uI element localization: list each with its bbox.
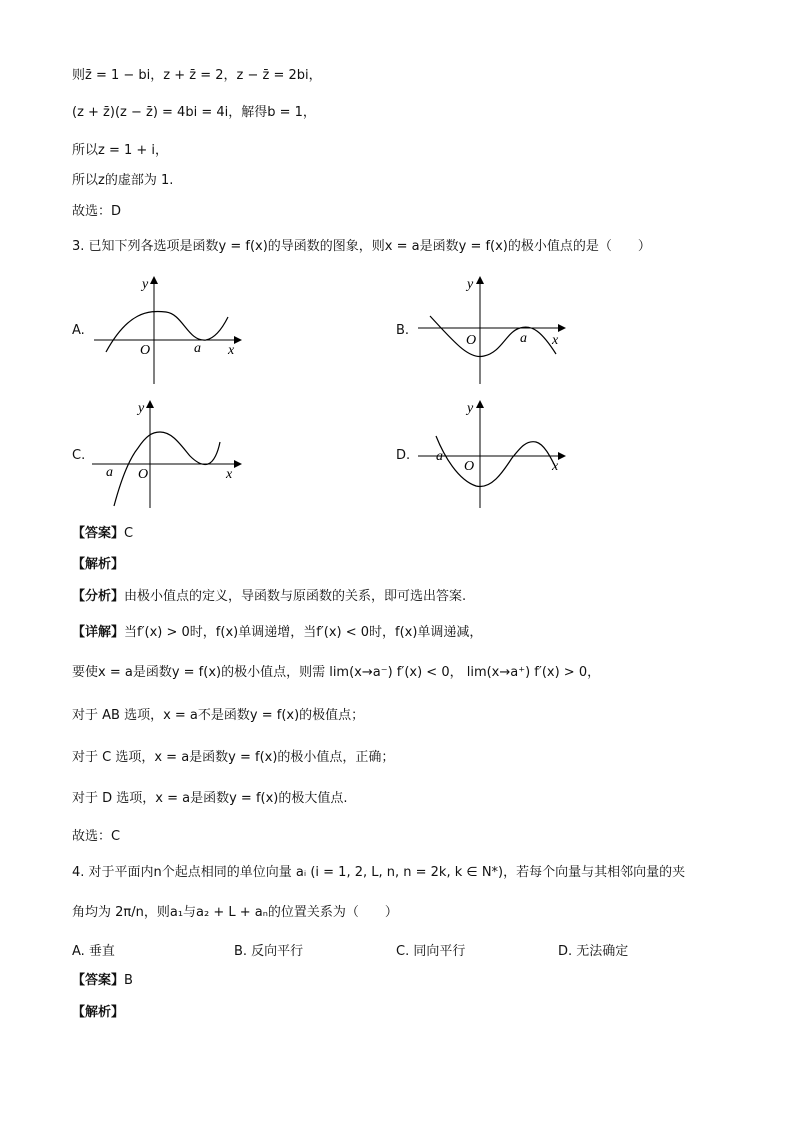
y-label: y	[142, 277, 149, 292]
origin-label: O	[140, 343, 151, 358]
fenxi-tag: 【分析】	[72, 589, 125, 604]
choice-a[interactable]: A. 垂直	[72, 944, 115, 959]
q4-analysis-tag: 【解析】	[72, 1005, 125, 1020]
y-label: y	[467, 277, 474, 292]
q4-answer-value: B	[124, 973, 133, 988]
xiangjie-text: 当f′(x) > 0时，f(x)单调递增，当f′(x) < 0时，f(x)单调递减，	[124, 625, 483, 640]
answer-line	[72, 525, 133, 543]
a-label: a	[106, 465, 113, 480]
x-label: x	[552, 333, 559, 348]
y-label: y	[138, 401, 145, 416]
choice-d[interactable]: D. 无法确定	[558, 944, 629, 959]
xiangjie-line	[72, 624, 482, 642]
q4-answer-line	[72, 972, 133, 990]
a-label: a	[436, 449, 443, 464]
derivative-curve	[106, 311, 228, 352]
graph-d	[414, 396, 574, 511]
solution-line-5: 故选：D	[72, 204, 122, 219]
x-label: x	[228, 343, 235, 358]
graph-b	[414, 272, 574, 387]
origin-label: O	[138, 467, 149, 482]
c-option-line: 对于 C 选项，x = a是函数y = f(x)的极小值点，正确；	[72, 750, 395, 765]
analysis-tag: 【解析】	[72, 557, 125, 572]
ab-option-line: 对于 AB 选项，x = a不是函数y = f(x)的极值点；	[72, 708, 365, 723]
question-4-line-2: 角均为 2π/n，则a₁与a₂ + L + aₙ的位置关系为（ ）	[72, 905, 398, 920]
derivative-curve	[114, 432, 220, 506]
option-a-label: A.	[72, 323, 85, 338]
derivative-curve	[430, 316, 556, 357]
x-label: x	[226, 467, 233, 482]
a-label: a	[520, 331, 527, 346]
choice-c[interactable]: C. 同向平行	[396, 944, 466, 959]
q4-answer-tag: 【答案】	[72, 973, 125, 988]
graph-c	[88, 396, 248, 511]
choice-b[interactable]: B. 反向平行	[234, 944, 304, 959]
question-3-stem: 3. 已知下列各选项是函数y = f(x)的导函数的图象，则x = a是函数y = f(x)的极小值点的是（ ）	[72, 239, 651, 254]
solution-line-1: 则z̄ = 1 − bi，z + z̄ = 2，z − z̄ = 2bi，	[72, 68, 322, 83]
option-b-label: B.	[396, 323, 410, 338]
origin-label: O	[464, 459, 475, 474]
solution-line-4: 所以z的虚部为 1.	[72, 173, 174, 188]
answer-tag: 【答案】	[72, 526, 125, 541]
solution-line-2: (z + z̄)(z − z̄) = 4bi = 4i，解得b = 1，	[72, 105, 316, 120]
fenxi-line	[72, 588, 466, 606]
d-option-line: 对于 D 选项，x = a是函数y = f(x)的极大值点.	[72, 791, 348, 806]
solution-line-3: 所以z = 1 + i，	[72, 143, 169, 158]
option-d-label: D.	[396, 448, 411, 463]
graph-a	[88, 272, 248, 387]
condition-line: 要使x = a是函数y = f(x)的极小值点，则需 lim(x→a⁻) f′(x) < 0， lim(x→a⁺) f′(x) > 0，	[72, 665, 601, 680]
fenxi-text: 由极小值点的定义，导函数与原函数的关系，即可选出答案.	[124, 589, 467, 604]
choose-line: 故选：C	[72, 829, 121, 844]
derivative-curve	[436, 436, 556, 487]
xiangjie-tag: 【详解】	[72, 625, 125, 640]
y-label: y	[467, 401, 474, 416]
a-label: a	[194, 341, 201, 356]
question-4-line-1: 4. 对于平面内n个起点相同的单位向量 aᵢ (i = 1, 2, L, n, n = 2k, k ∈ N*)，若每个向量与其相邻向量的夹	[72, 865, 686, 880]
origin-label: O	[466, 333, 477, 348]
x-label: x	[552, 459, 559, 474]
answer-value: C	[124, 526, 134, 541]
option-c-label: C.	[72, 448, 86, 463]
